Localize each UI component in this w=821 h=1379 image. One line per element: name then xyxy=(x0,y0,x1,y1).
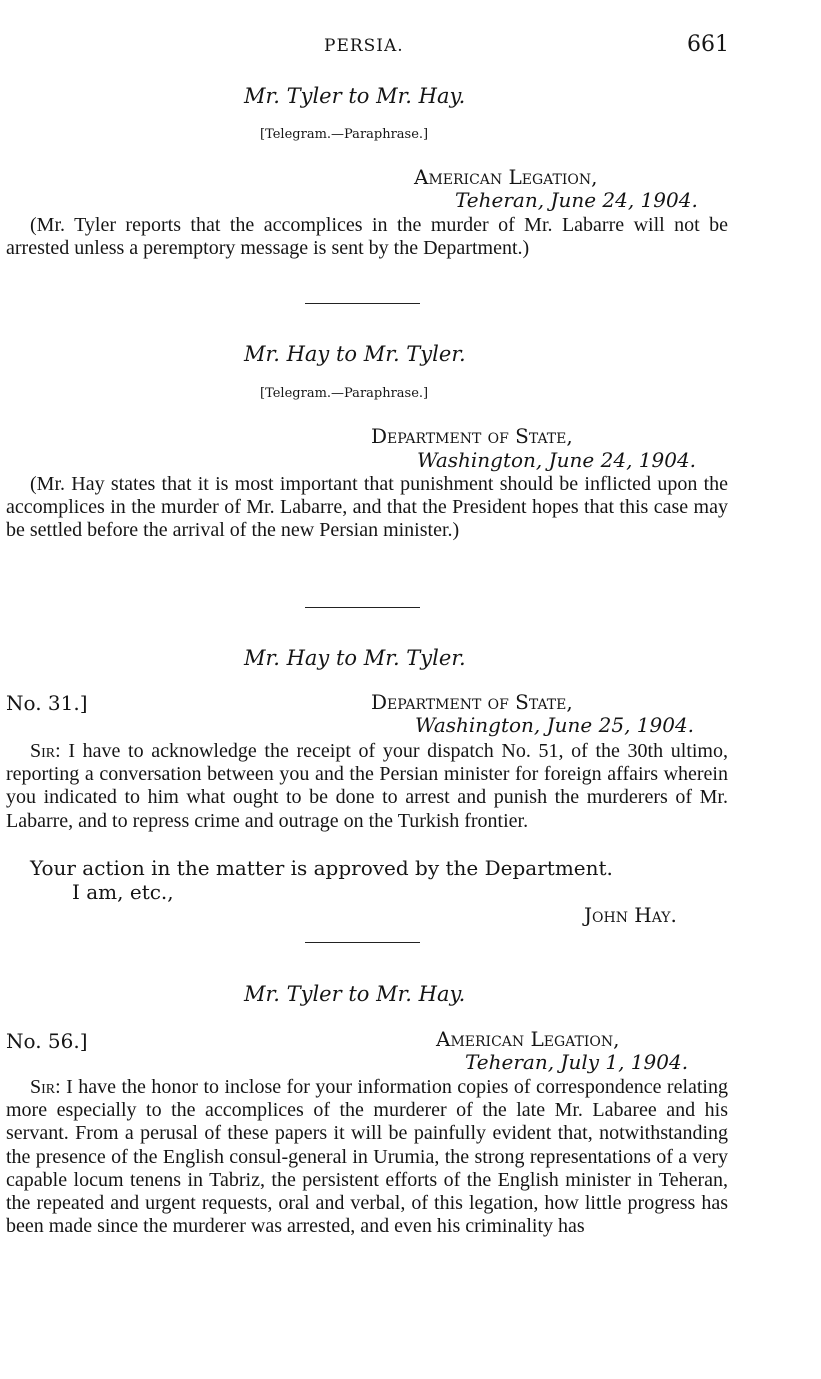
entry-salutation: Mr. Tyler to Mr. Hay. xyxy=(244,982,466,1006)
closing: I am, etc., xyxy=(72,880,174,904)
entry-sender: Department of State, xyxy=(371,424,573,448)
entry-dateline: Washington, June 25, 1904. xyxy=(415,713,695,737)
entry-body-text: : I have to acknowledge the receipt of your dispatch No. 51, of the 30th ultimo, reporting a conversation between you and the Persian minister for foreign affairs wherein you indicated to him what ought to be done to arrest and punish the murderers of Mr. Labarre, and to repress crime and outrage on the Turkish frontier. xyxy=(6,740,728,832)
entry-dateline: Washington, June 24, 1904. xyxy=(417,448,697,472)
page-number: 661 xyxy=(687,32,729,57)
section-divider xyxy=(305,607,420,608)
section-divider xyxy=(305,303,420,304)
entry-body: (Mr. Tyler reports that the accomplices in the murder of Mr. Labarre will not be arrested unless a peremptory message is sent by the Department.) xyxy=(6,214,728,260)
entry-body xyxy=(6,1076,728,1238)
running-title: PERSIA. xyxy=(324,36,404,56)
entry-sender: American Legation, xyxy=(436,1027,620,1051)
entry-dateline: Teheran, June 24, 1904. xyxy=(455,188,698,212)
entry-note: [Telegram.—Paraphrase.] xyxy=(260,127,429,142)
dispatch-number: No. 56.] xyxy=(6,1029,88,1053)
salute-word: Sir xyxy=(30,740,56,762)
entry-sender: American Legation, xyxy=(414,165,598,189)
entry-body xyxy=(6,740,728,833)
entry-body-continuation: Your action in the matter is approved by the Department. xyxy=(30,856,613,880)
section-divider xyxy=(305,942,420,943)
entry-note: [Telegram.—Paraphrase.] xyxy=(260,386,429,401)
entry-salutation: Mr. Hay to Mr. Tyler. xyxy=(244,646,466,670)
entry-sender: Department of State, xyxy=(371,690,573,714)
entry-body: (Mr. Hay states that it is most important that punishment should be inflicted upon the accomplices in the murder of Mr. Labarre, and that the President hopes that this case may be settled before the arrival of the new Persian minister.) xyxy=(6,473,728,542)
entry-dateline: Teheran, July 1, 1904. xyxy=(465,1050,689,1074)
entry-body-text: : I have the honor to inclose for your information copies of correspondence relating more especially to the accomplices of the murderer of the late Mr. Labaree and his servant. From a perusal of these papers it will be painfully evident that, notwithstanding the presence of the English consul-general in Urumia, the strong representations of a very capable locum tenens in Tabriz, the persistent efforts of the English minister in Teheran, the repeated and urgent requests, oral and verbal, of this legation, how little progress has been made since the murderer was arrested, and even his criminality has xyxy=(6,1076,728,1238)
signature: John Hay. xyxy=(584,903,677,927)
entry-salutation: Mr. Tyler to Mr. Hay. xyxy=(244,84,466,108)
dispatch-number: No. 31.] xyxy=(6,691,88,715)
salute-word: Sir xyxy=(30,1076,56,1098)
entry-salutation: Mr. Hay to Mr. Tyler. xyxy=(244,342,466,366)
